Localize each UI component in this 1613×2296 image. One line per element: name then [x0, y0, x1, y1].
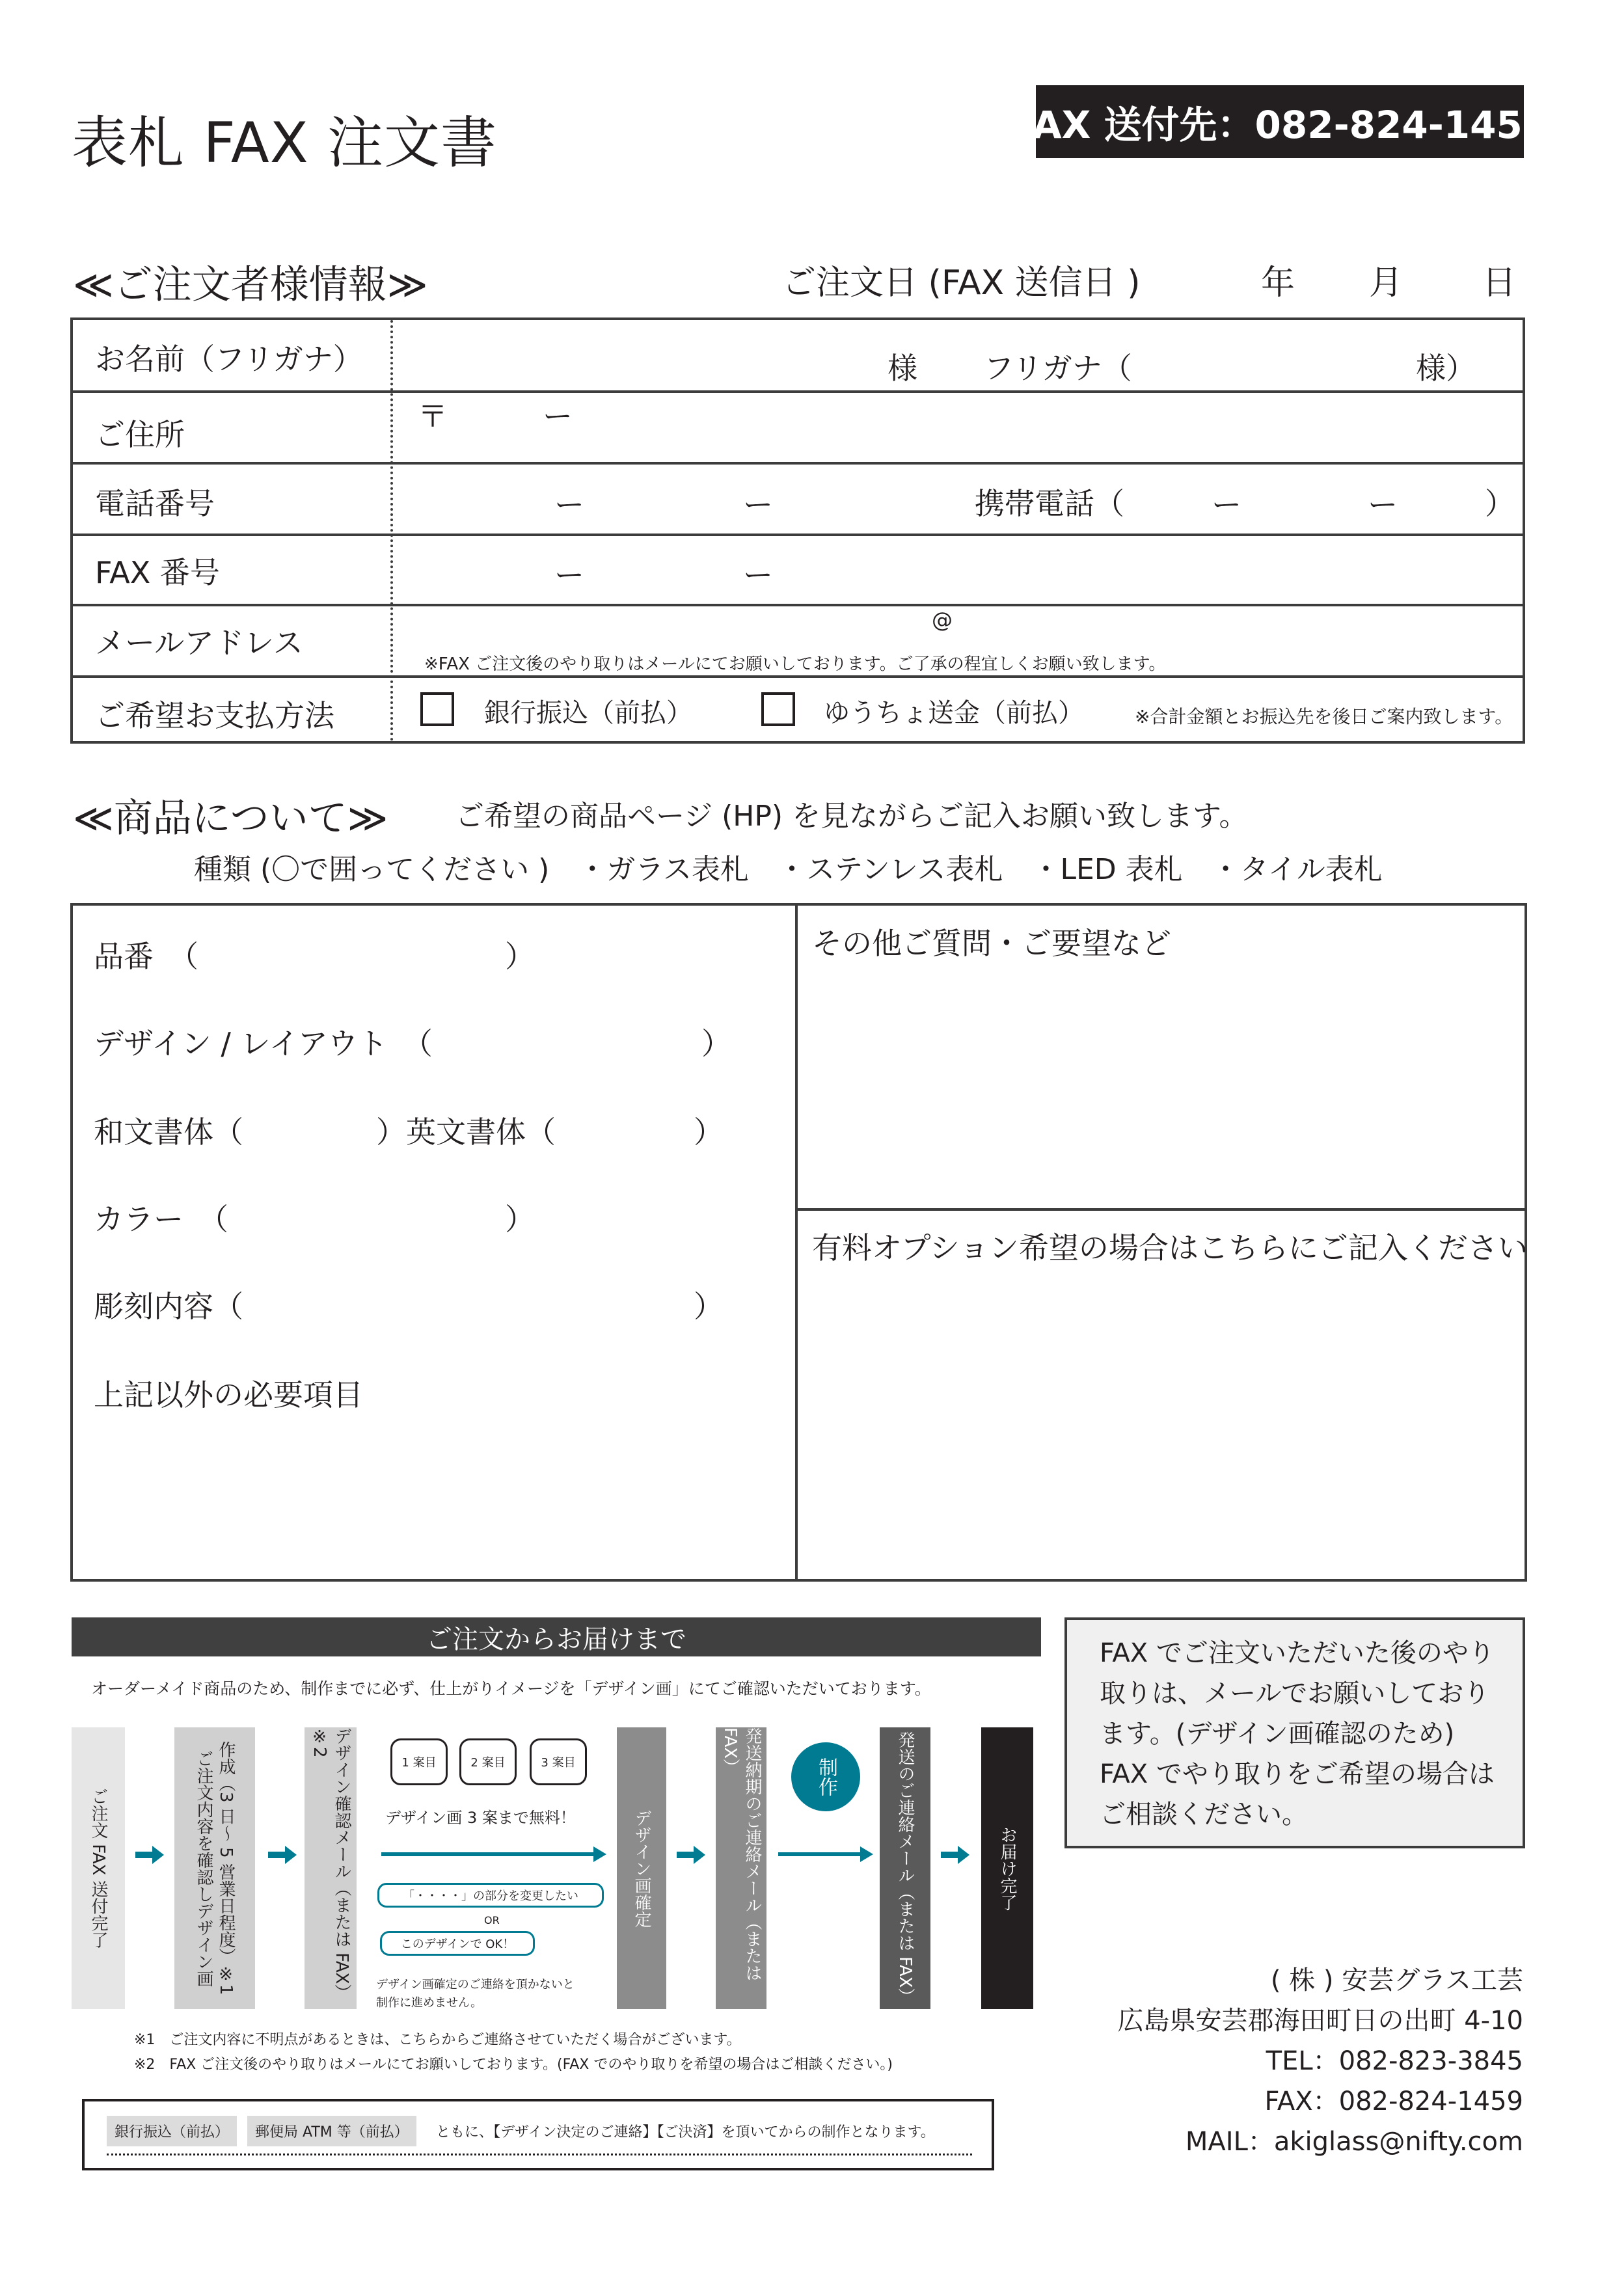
other-required-label: 上記以外の必要項目: [94, 1377, 363, 1412]
orderer-info-table: [70, 317, 1525, 744]
mobile-dash-2: ー: [1368, 487, 1398, 522]
flow-arrow-icon: [941, 1846, 969, 1864]
email-label: メールアドレス: [95, 625, 303, 660]
ok-design-pill: このデザインで OK！: [380, 1931, 535, 1956]
engraving-label: 彫刻内容（: [94, 1289, 243, 1324]
furigana-label: フリガナ（: [984, 351, 1132, 386]
fax-dash-1: ー: [554, 558, 584, 593]
mobile-close-paren: ）: [1485, 486, 1515, 521]
step-delivered-text: お届け完了: [997, 1826, 1017, 1911]
email-input-area[interactable]: [398, 606, 1517, 648]
design-case-1: 1 案目: [390, 1738, 448, 1785]
item-number-input-area[interactable]: [197, 925, 496, 971]
item-number-close: ）: [505, 939, 535, 974]
step-design-confirm-mail: [305, 1727, 357, 2009]
step-design-confirm-mail-text: デザイン確認メール（または FAX）※2: [310, 1727, 351, 2001]
postal-mark: 〒: [418, 399, 448, 434]
payment-note: ※合計金額とお振込先を後日ご案内致します。: [1135, 706, 1513, 727]
production-circle: [791, 1742, 860, 1811]
confirm-note-line-2: 制作に進めません。: [376, 1996, 483, 2010]
engraving-input-area[interactable]: [229, 1275, 685, 1321]
email-note: ※FAX ご注文後のやり取りはメールにてお願いしております。ご了承の程宜しくお願い致します。: [424, 655, 1166, 674]
phone-dash-1: ー: [554, 487, 584, 522]
order-date-year: 年: [1261, 263, 1295, 303]
page-title: 表札 FAX 注文書: [72, 111, 497, 176]
step-shipping-mail: [880, 1727, 930, 2009]
mobile-dash-1: ー: [1212, 487, 1241, 522]
mobile-label: 携帯電話（: [975, 486, 1124, 521]
step-order-sent: [72, 1727, 125, 2009]
long-flow-arrow-icon: [381, 1841, 606, 1867]
design-case-3: 3 案目: [530, 1738, 587, 1785]
product-types-line: 種類 (〇で囲ってください ) ・ガラス表札 ・ステンレス表札 ・LED 表札 ・タイル表札: [194, 853, 1383, 886]
phone-input-area[interactable]: [398, 465, 1016, 532]
company-name: ( 株 ) 安芸グラス工芸: [1270, 1965, 1523, 1995]
bank-transfer-label: 銀行振込（前払）: [484, 698, 692, 728]
order-date-month: 月: [1369, 263, 1403, 303]
note-line: ます。(デザイン画確認のため): [1100, 1719, 1455, 1749]
phone-label: 電話番号: [95, 486, 215, 521]
flow-title-bar: ご注文からお届けまで: [72, 1617, 1041, 1656]
change-request-pill: 「・・・・」の部分を変更したい: [377, 1883, 604, 1908]
japanese-font-input-area[interactable]: [229, 1101, 372, 1146]
color-input-area[interactable]: [229, 1188, 502, 1234]
note-line: 取りは、メールでお願いしており: [1100, 1679, 1490, 1708]
phone-dash-2: ー: [743, 487, 773, 522]
step-shipping-mail-text: 発送のご連絡メール（または FAX）: [895, 1731, 915, 2005]
step-delivered: [981, 1727, 1033, 2009]
fax-number-label: FAX 番号: [95, 555, 220, 590]
long-flow-arrow-icon: [778, 1841, 873, 1867]
paid-options-input-area[interactable]: [802, 1270, 1517, 1569]
note-line: FAX でご注文いただいた後のやり: [1100, 1638, 1495, 1668]
yucho-transfer-label: ゆうちょ送金（前払）: [824, 698, 1084, 728]
fax-note-box: [1064, 1617, 1525, 1848]
step-design-creation: [174, 1727, 255, 2009]
bank-transfer-tag: 銀行振込（前払）: [107, 2116, 237, 2146]
english-font-label: ）英文書体（: [376, 1114, 556, 1150]
products-heading-note: ご希望の商品ページ (HP) を見ながらご記入お願い致します。: [455, 800, 1248, 833]
step-design-fixed: [617, 1727, 666, 2009]
japanese-font-label: 和文書体（: [94, 1114, 243, 1150]
furigana-suffix: 様）: [1416, 351, 1476, 386]
fax-input-area[interactable]: [398, 536, 1517, 602]
design-layout-label: デザイン / レイアウト （: [94, 1026, 433, 1061]
step-order-sent-text: ご注文 FAX 送付完了: [88, 1788, 108, 1949]
email-at-mark: @: [932, 608, 953, 632]
flow-arrow-icon: [268, 1846, 297, 1864]
english-font-input-area[interactable]: [554, 1101, 691, 1146]
flow-arrow-icon: [677, 1846, 705, 1864]
step-delivery-schedule-mail-text: 発送納期のご連絡メール（または FAX）: [720, 1727, 762, 1981]
orderer-section-heading: ≪ご注文者様情報≫: [73, 262, 428, 308]
bank-transfer-checkbox[interactable]: [420, 692, 454, 726]
note-line: ご相談ください。: [1100, 1800, 1308, 1830]
order-date-label: ご注文日 (FAX 送信日 ): [782, 263, 1141, 303]
name-suffix: 様: [888, 351, 917, 386]
payment-condition-text: ともに、【デザイン決定のご連絡】【ご決済】を頂いてからの制作となります。: [436, 2124, 935, 2141]
post-atm-tag: 郵便局 ATM 等（前払）: [247, 2116, 416, 2146]
company-tel: TEL：082-823-3845: [1266, 2046, 1523, 2076]
step-design-creation-text-2: 作成（3 日～ 5 営業日程度）※1: [216, 1741, 236, 1995]
design-layout-input-area[interactable]: [437, 1012, 698, 1058]
confirm-note-line-1: デザイン画確定のご連絡を頂かないと: [376, 1978, 575, 1992]
design-case-2: 2 案目: [459, 1738, 517, 1785]
other-required-input-area[interactable]: [86, 1420, 782, 1569]
footnote-1: ※1 ご注文内容に不明点があるときは、こちらからご連絡させていただく場合がございます。: [134, 2032, 741, 2048]
yucho-transfer-checkbox[interactable]: [761, 692, 795, 726]
step-delivery-schedule-mail: [716, 1727, 766, 2009]
color-close: ）: [505, 1202, 535, 1237]
mobile-input-area[interactable]: [1127, 465, 1478, 532]
company-address: 広島県安芸郡海田町日の出町 4-10: [1117, 2006, 1523, 2036]
products-section-heading: ≪商品について≫: [73, 796, 388, 841]
postal-dash: ー: [543, 399, 573, 434]
address-label: ご住所: [95, 417, 185, 452]
note-line: FAX でやり取りをご希望の場合は: [1100, 1759, 1495, 1789]
flow-intro: オーダーメイド商品のため、制作までに必ず、仕上がりイメージを「デザイン画」にてご確認いただいております。: [91, 1679, 931, 1698]
order-date-day: 日: [1482, 263, 1517, 303]
english-font-close: ）: [694, 1114, 724, 1150]
payment-method-label: ご希望お支払方法: [95, 698, 334, 733]
step-design-creation-text-1: ご注文内容を確認しデザイン画: [194, 1749, 213, 1987]
fax-destination-badge: FAX 送付先：082-824-1459: [1036, 85, 1524, 158]
company-mail: MAIL：akiglass@nifty.com: [1185, 2127, 1523, 2157]
payment-condition-box: [82, 2099, 994, 2170]
company-fax: FAX：082-824-1459: [1264, 2087, 1523, 2116]
name-label: お名前（フリガナ）: [95, 342, 363, 377]
free-designs-text: デザイン画 3 案まで無料！: [385, 1809, 576, 1827]
other-questions-label: その他ご質問・ご要望など: [812, 926, 1171, 961]
or-text: OR: [484, 1914, 500, 1926]
engraving-close: ）: [694, 1289, 724, 1324]
footnote-2: ※2 FAX ご注文後のやり取りはメールにてお願いしております。(FAX でのやり取りを希望の場合はご相談ください。): [134, 2057, 893, 2073]
color-label: カラー （: [94, 1202, 228, 1237]
paid-options-label: 有料オプション希望の場合はこちらにご記入ください: [812, 1230, 1528, 1265]
address-input-area[interactable]: [398, 393, 1517, 461]
name-input-area[interactable]: [398, 320, 919, 389]
design-layout-close: ）: [701, 1026, 731, 1061]
product-details-box: [70, 903, 1527, 1582]
step-design-fixed-text: デザイン画確定: [632, 1809, 651, 1928]
item-number-label: 品番 （: [94, 939, 198, 974]
flow-arrow-icon: [135, 1846, 164, 1864]
other-questions-input-area[interactable]: [802, 964, 1517, 1202]
production-text: 制作: [815, 1757, 837, 1796]
fax-dash-2: ー: [743, 558, 773, 593]
